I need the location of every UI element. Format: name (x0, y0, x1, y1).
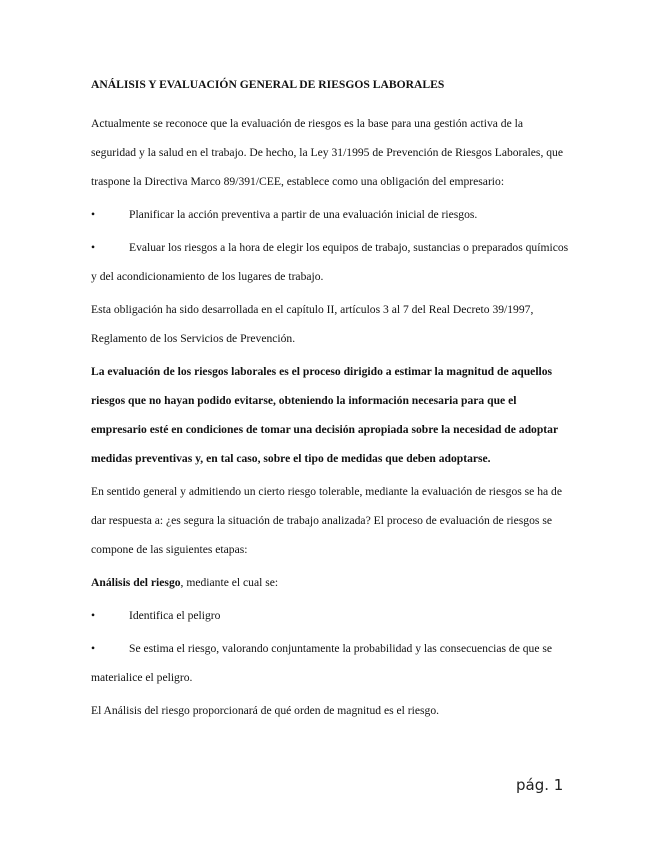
document-title: ANÁLISIS Y EVALUACIÓN GENERAL DE RIESGOS LABORALES (91, 78, 445, 91)
bullet-icon: • (91, 642, 96, 655)
bullet-icon: • (91, 208, 96, 221)
analysis-heading-paragraph (91, 568, 569, 597)
analysis-term-rest: , mediante el cual se: (180, 576, 279, 589)
analysis-term: Análisis del riesgo (91, 576, 181, 589)
bullet-icon: • (91, 241, 96, 254)
list-item-text: Evaluar los riesgos a la hora de elegir los equipos de trabajo, sustancias o preparados químicos y del acondicionamiento de los lugares de trabajo. (91, 241, 569, 283)
intro-paragraph: Actualmente se reconoce que la evaluación de riesgos es la base para una gestión activa de la seguridad y la salud en el trabajo. De hecho, la Ley 31/1995 de Prevención de Riesgos Laborales, que traspone la Directiva Marco 89/391/CEE, establece como una obligación del empresario: (91, 117, 563, 188)
list-item-text: Planificar la acción preventiva a partir de una evaluación inicial de riesgos. (129, 208, 478, 221)
list-item-text: Identifica el peligro (129, 609, 221, 622)
conclusion-paragraph: El Análisis del riesgo proporcionará de qué orden de magnitud es el riesgo. (91, 704, 440, 717)
regulation-paragraph: Esta obligación ha sido desarrollada en el capítulo II, artículos 3 al 7 del Real Decreto 39/1997, Reglamento de los Servicios de Prevención. (91, 303, 534, 345)
document-body (91, 70, 569, 729)
list-item-text: Se estima el riesgo, valorando conjuntamente la probabilidad y las consecuencias de que se materialice el peligro. (91, 642, 553, 684)
process-paragraph: En sentido general y admitiendo un cierto riesgo tolerable, mediante la evaluación de riesgos se ha de dar respuesta a: ¿es segura la situación de trabajo analizada? El proceso de evaluación de riesgos se compone de las siguientes etapas: (91, 485, 562, 556)
page-number: pág. 1 (516, 776, 564, 794)
list-item (91, 634, 569, 692)
definition-paragraph: La evaluación de los riesgos laborales es el proceso dirigido a estimar la magnitud de aquellos riesgos que no hayan podido evitarse, obteniendo la información necesaria para que el empresario esté en condiciones de tomar una decisión apropiada sobre la necesidad de adoptar medidas preventivas y, en tal caso, sobre el tipo de medidas que deben adoptarse. (91, 365, 558, 465)
list-item (91, 200, 569, 229)
list-item (91, 233, 569, 291)
bullet-icon: • (91, 609, 96, 622)
list-item (91, 601, 569, 630)
